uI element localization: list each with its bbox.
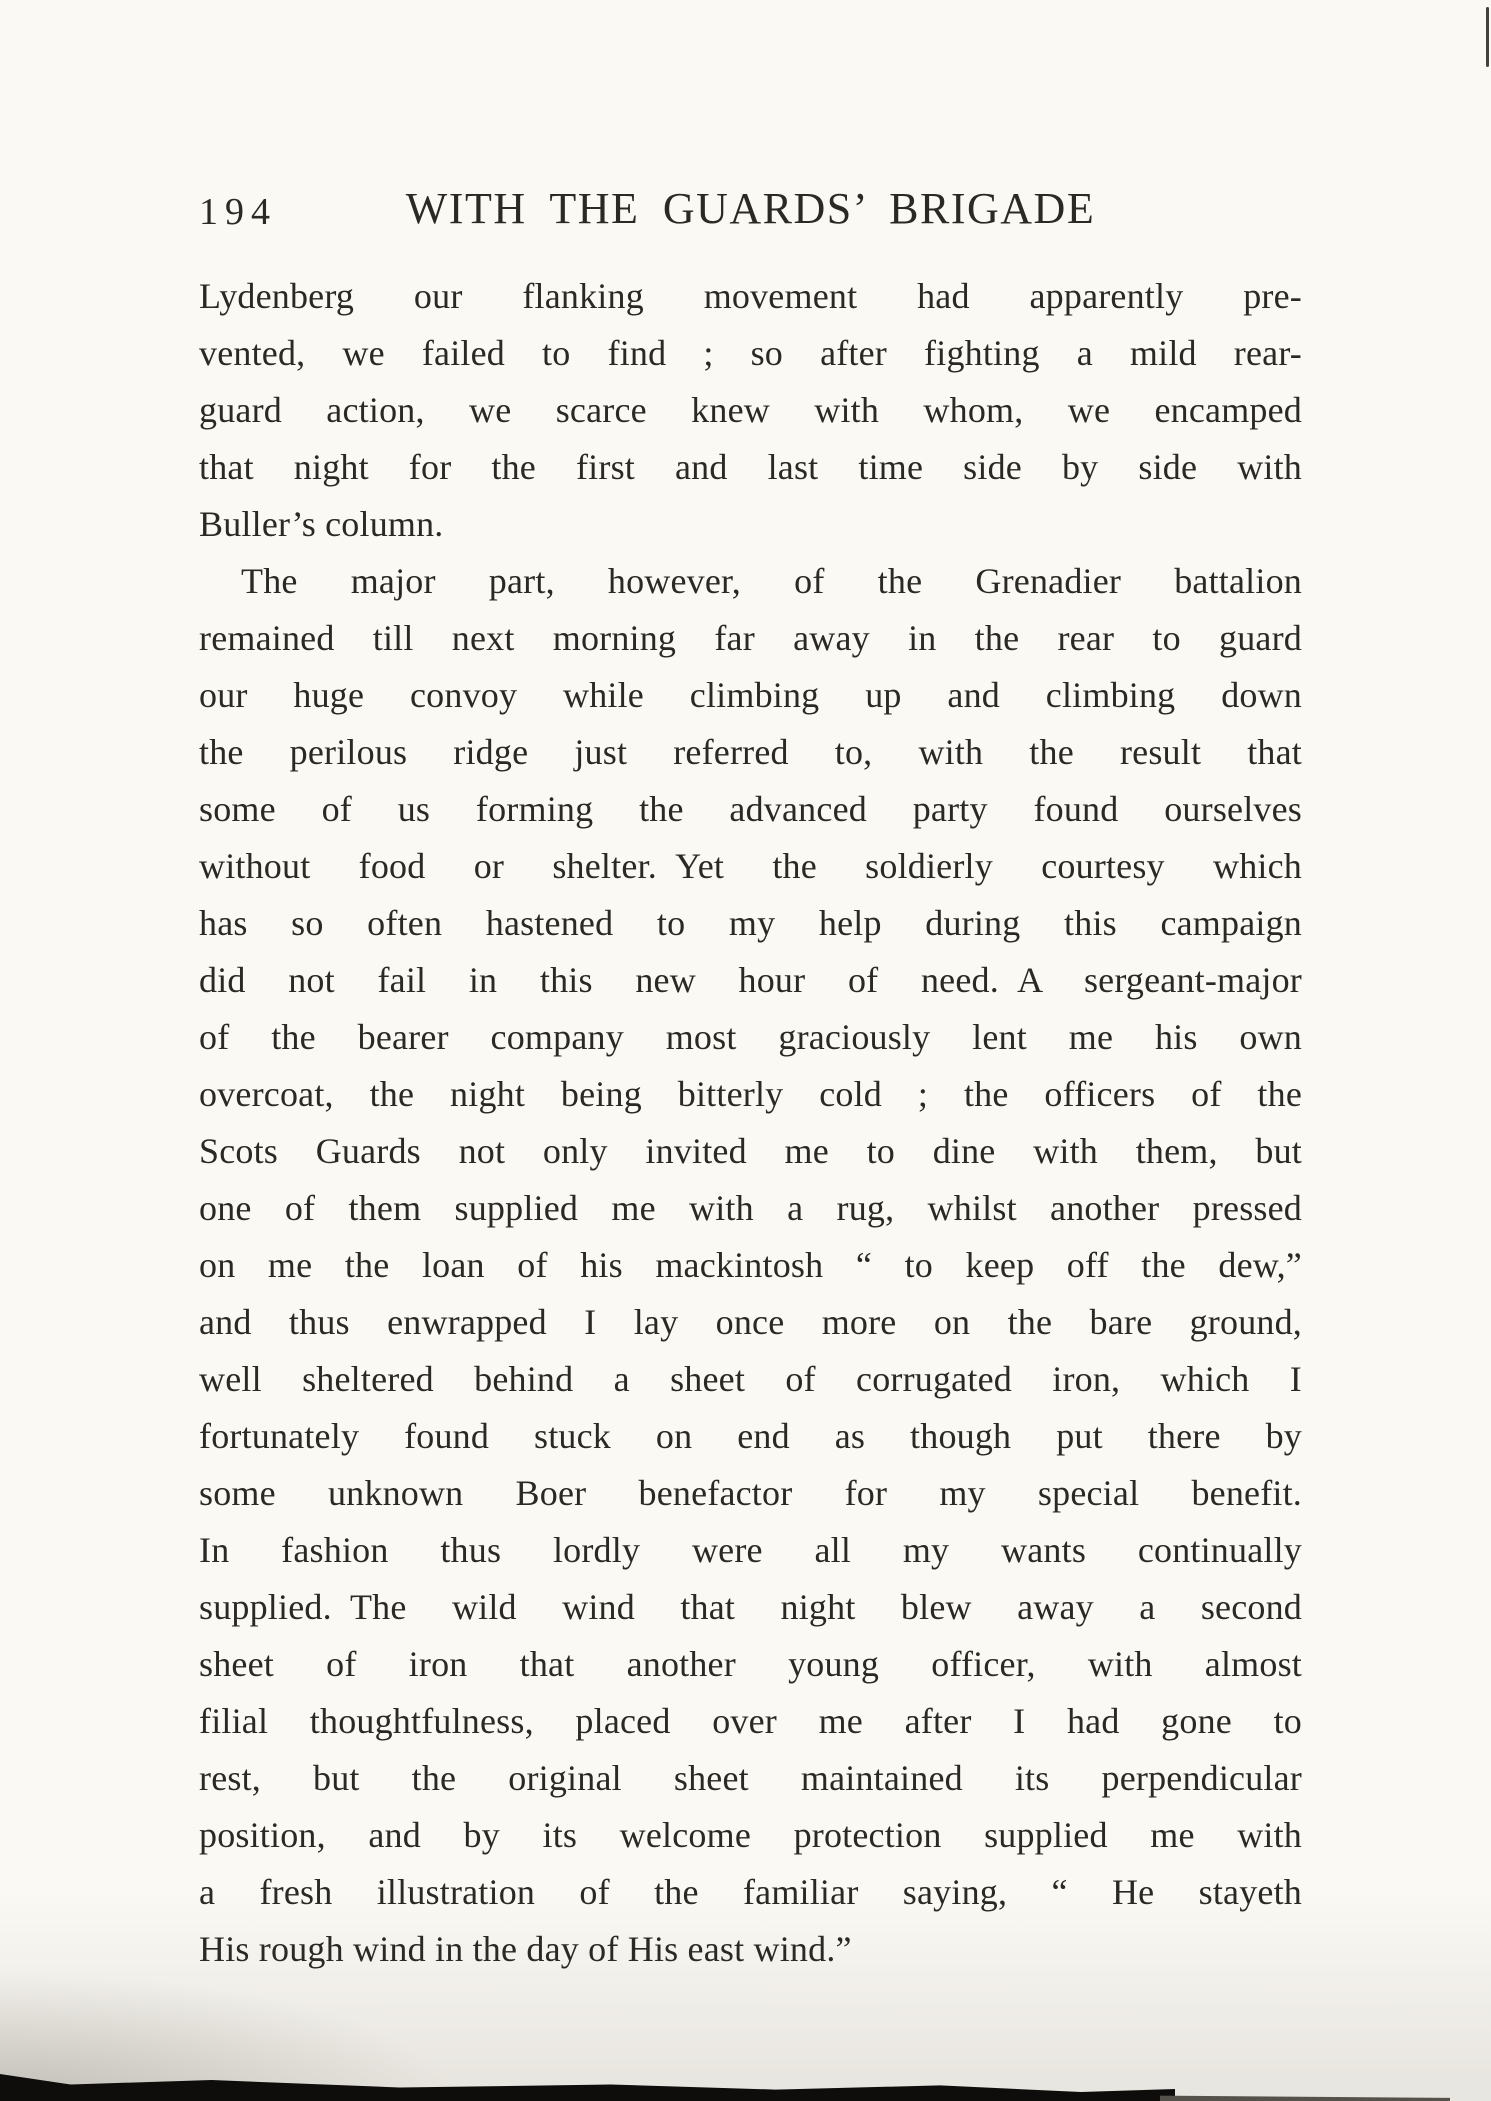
- text-line: supplied. The wild wind that night blew away a second: [199, 1587, 1302, 1627]
- text-line: the perilous ridge just referred to, with the result that: [199, 732, 1302, 772]
- text-line: one of them supplied me with a rug, whilst another pressed: [199, 1188, 1302, 1228]
- running-title: WITH THE GUARDS’ BRIGADE: [405, 184, 1096, 233]
- text-line: guard action, we scarce knew with whom, we encamped: [199, 390, 1302, 430]
- text-line: overcoat, the night being bitterly cold ; the officers of the: [199, 1074, 1302, 1114]
- text-line: that night for the first and last time side by side with: [199, 447, 1302, 487]
- text-line: In fashion thus lordly were all my wants continually: [199, 1530, 1302, 1570]
- text-line: has so often hastened to my help during this campaign: [199, 903, 1302, 943]
- body-text: [199, 268, 1302, 1978]
- text-line: rest, but the original sheet maintained its perpendicular: [199, 1758, 1302, 1798]
- text-line: filial thoughtfulness, placed over me after I had gone to: [199, 1701, 1302, 1741]
- scan-artifact-bottom-edge-thin: [1160, 2092, 1450, 2101]
- text-line: sheet of iron that another young officer, with almost: [199, 1644, 1302, 1684]
- text-line: did not fail in this new hour of need. A sergeant-major: [199, 960, 1302, 1000]
- text-line: of the bearer company most graciously lent me his own: [199, 1017, 1302, 1057]
- page-number: 194: [199, 191, 277, 233]
- text-line: without food or shelter. Yet the soldierly courtesy which: [199, 846, 1302, 886]
- text-line: The major part, however, of the Grenadier battalion: [241, 561, 1302, 601]
- text-line: position, and by its welcome protection supplied me with: [199, 1815, 1302, 1855]
- page-header: [199, 183, 1302, 243]
- text-line: Lydenberg our flanking movement had apparently pre-: [199, 276, 1302, 316]
- text-line: our huge convoy while climbing up and climbing down: [199, 675, 1302, 715]
- text-line: well sheltered behind a sheet of corrugated iron, which I: [199, 1359, 1302, 1399]
- text-line: on me the loan of his mackintosh “ to keep off the dew,”: [199, 1245, 1302, 1285]
- text-line: vented, we failed to find ; so after fighting a mild rear-: [199, 333, 1302, 373]
- paragraph: [199, 553, 1302, 1978]
- text-line: a fresh illustration of the familiar saying, “ He stayeth: [199, 1872, 1302, 1912]
- text-line: Buller’s column.: [199, 504, 444, 544]
- text-line: and thus enwrapped I lay once more on the bare ground,: [199, 1302, 1302, 1342]
- text-line: some of us forming the advanced party found ourselves: [199, 789, 1302, 829]
- text-line: fortunately found stuck on end as though put there by: [199, 1416, 1302, 1456]
- text-line: remained till next morning far away in the rear to guard: [199, 618, 1302, 658]
- scan-artifact-top-right-line: [1486, 7, 1489, 67]
- paragraph: [199, 268, 1302, 553]
- text-line: His rough wind in the day of His east wind.”: [199, 1929, 852, 1969]
- text-line: Scots Guards not only invited me to dine with them, but: [199, 1131, 1302, 1171]
- text-line: some unknown Boer benefactor for my special benefit.: [199, 1473, 1302, 1513]
